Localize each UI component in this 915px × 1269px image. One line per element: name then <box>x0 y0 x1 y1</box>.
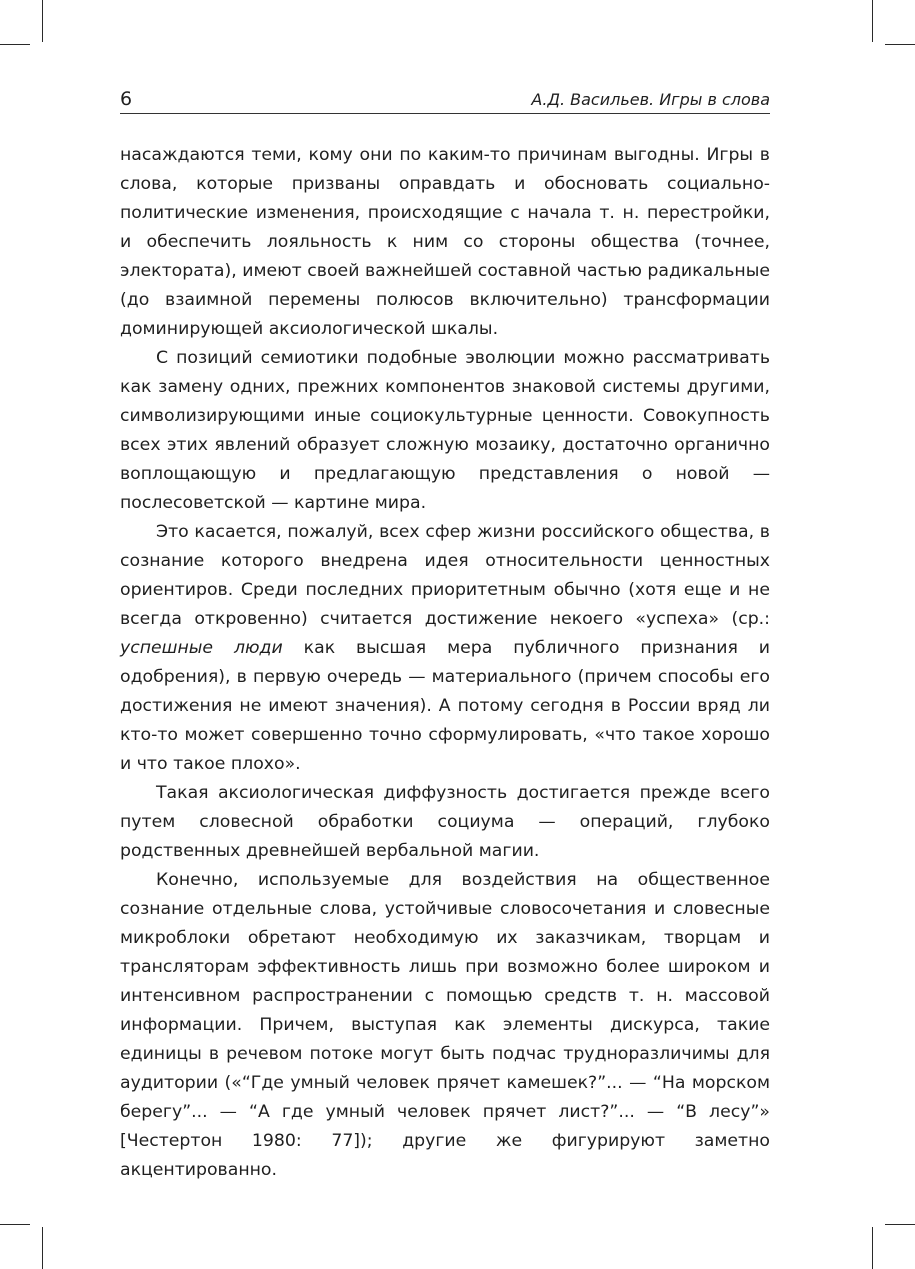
header-rule <box>120 113 770 114</box>
paragraph-text: насаждаются теми, кому они по каким-то причинам выгодны. Игры в слова, которые призваны оправдать и обосновать социально-политические изменения, происходящие с начала т. н. перестройки, и обеспечить лояльность к ним со стороны общества (точнее, электората), имеют своей важнейшей составной частью радикальные (до взаимной перемены полюсов включительно) трансформации доминирующей аксиологической шкалы. <box>120 145 770 339</box>
crop-mark-bottom-right-vertical <box>872 1227 873 1269</box>
paragraph-1 <box>120 141 770 344</box>
paragraph-2 <box>120 344 770 518</box>
running-title: А.Д. Васильев. Игры в слова <box>531 90 770 109</box>
crop-mark-top-left-vertical <box>42 0 43 42</box>
italic-phrase: успешные люди <box>120 638 283 658</box>
paragraph-text: Конечно, используемые для воздействия на общественное сознание отдельные слова, устойчивые словосочетания и словесные микроблоки обретают необходимую их заказчикам, творцам и трансляторам эффективность лишь при возможно более широком и интенсивном распространении с помощью средств т. н. массовой информации. Причем, выступая как элементы дискурса, такие единицы в речевом потоке могут быть подчас трудноразличимы для аудитории («“Где умный человек прячет камешек?”... — “На морском берегу”... — “А где умный человек прячет лист?”... — “В лесу”» [Честертон 1980: 77]); другие же фигурируют заметно акцентированно. <box>120 870 770 1180</box>
paragraph-5 <box>120 866 770 1185</box>
crop-mark-bottom-left-horizontal <box>0 1224 30 1225</box>
body-text <box>120 141 770 1185</box>
crop-mark-bottom-right-horizontal <box>885 1224 915 1225</box>
crop-mark-top-left-horizontal <box>0 44 30 45</box>
crop-mark-bottom-left-vertical <box>42 1227 43 1269</box>
paragraph-text-continued: как высшая мера публичного признания и одобрения), в первую очередь — материального (причем способы его достижения не имеют значения). А потому сегодня в России вряд ли кто-то может совершенно точно сформулировать, «что такое хорошо и что такое плохо». <box>120 638 770 774</box>
page-header <box>120 84 770 114</box>
crop-mark-top-right-horizontal <box>885 44 915 45</box>
paragraph-4 <box>120 779 770 866</box>
paragraph-text: С позиций семиотики подобные эволюции можно рассматривать как замену одних, прежних компонентов знаковой системы другими, символизирующими иные социокультурные ценности. Совокупность всех этих явлений образует сложную мозаику, достаточно органично воплощающую и предлагающую представления о новой — послесоветской — картине мира. <box>120 348 770 513</box>
page-number: 6 <box>120 88 133 110</box>
crop-mark-top-right-vertical <box>872 0 873 42</box>
paragraph-text: Такая аксиологическая диффузность достигается прежде всего путем словесной обработки социума — операций, глубоко родственных древнейшей вербальной магии. <box>120 783 770 861</box>
paragraph-3 <box>120 518 770 779</box>
paragraph-text: Это касается, пожалуй, всех сфер жизни российского общества, в сознание которого внедрена идея относительности ценностных ориентиров. Среди последних приоритетным обычно (хотя еще и не всегда откровенно) считается достижение некоего «успеха» (ср.: <box>120 522 770 629</box>
